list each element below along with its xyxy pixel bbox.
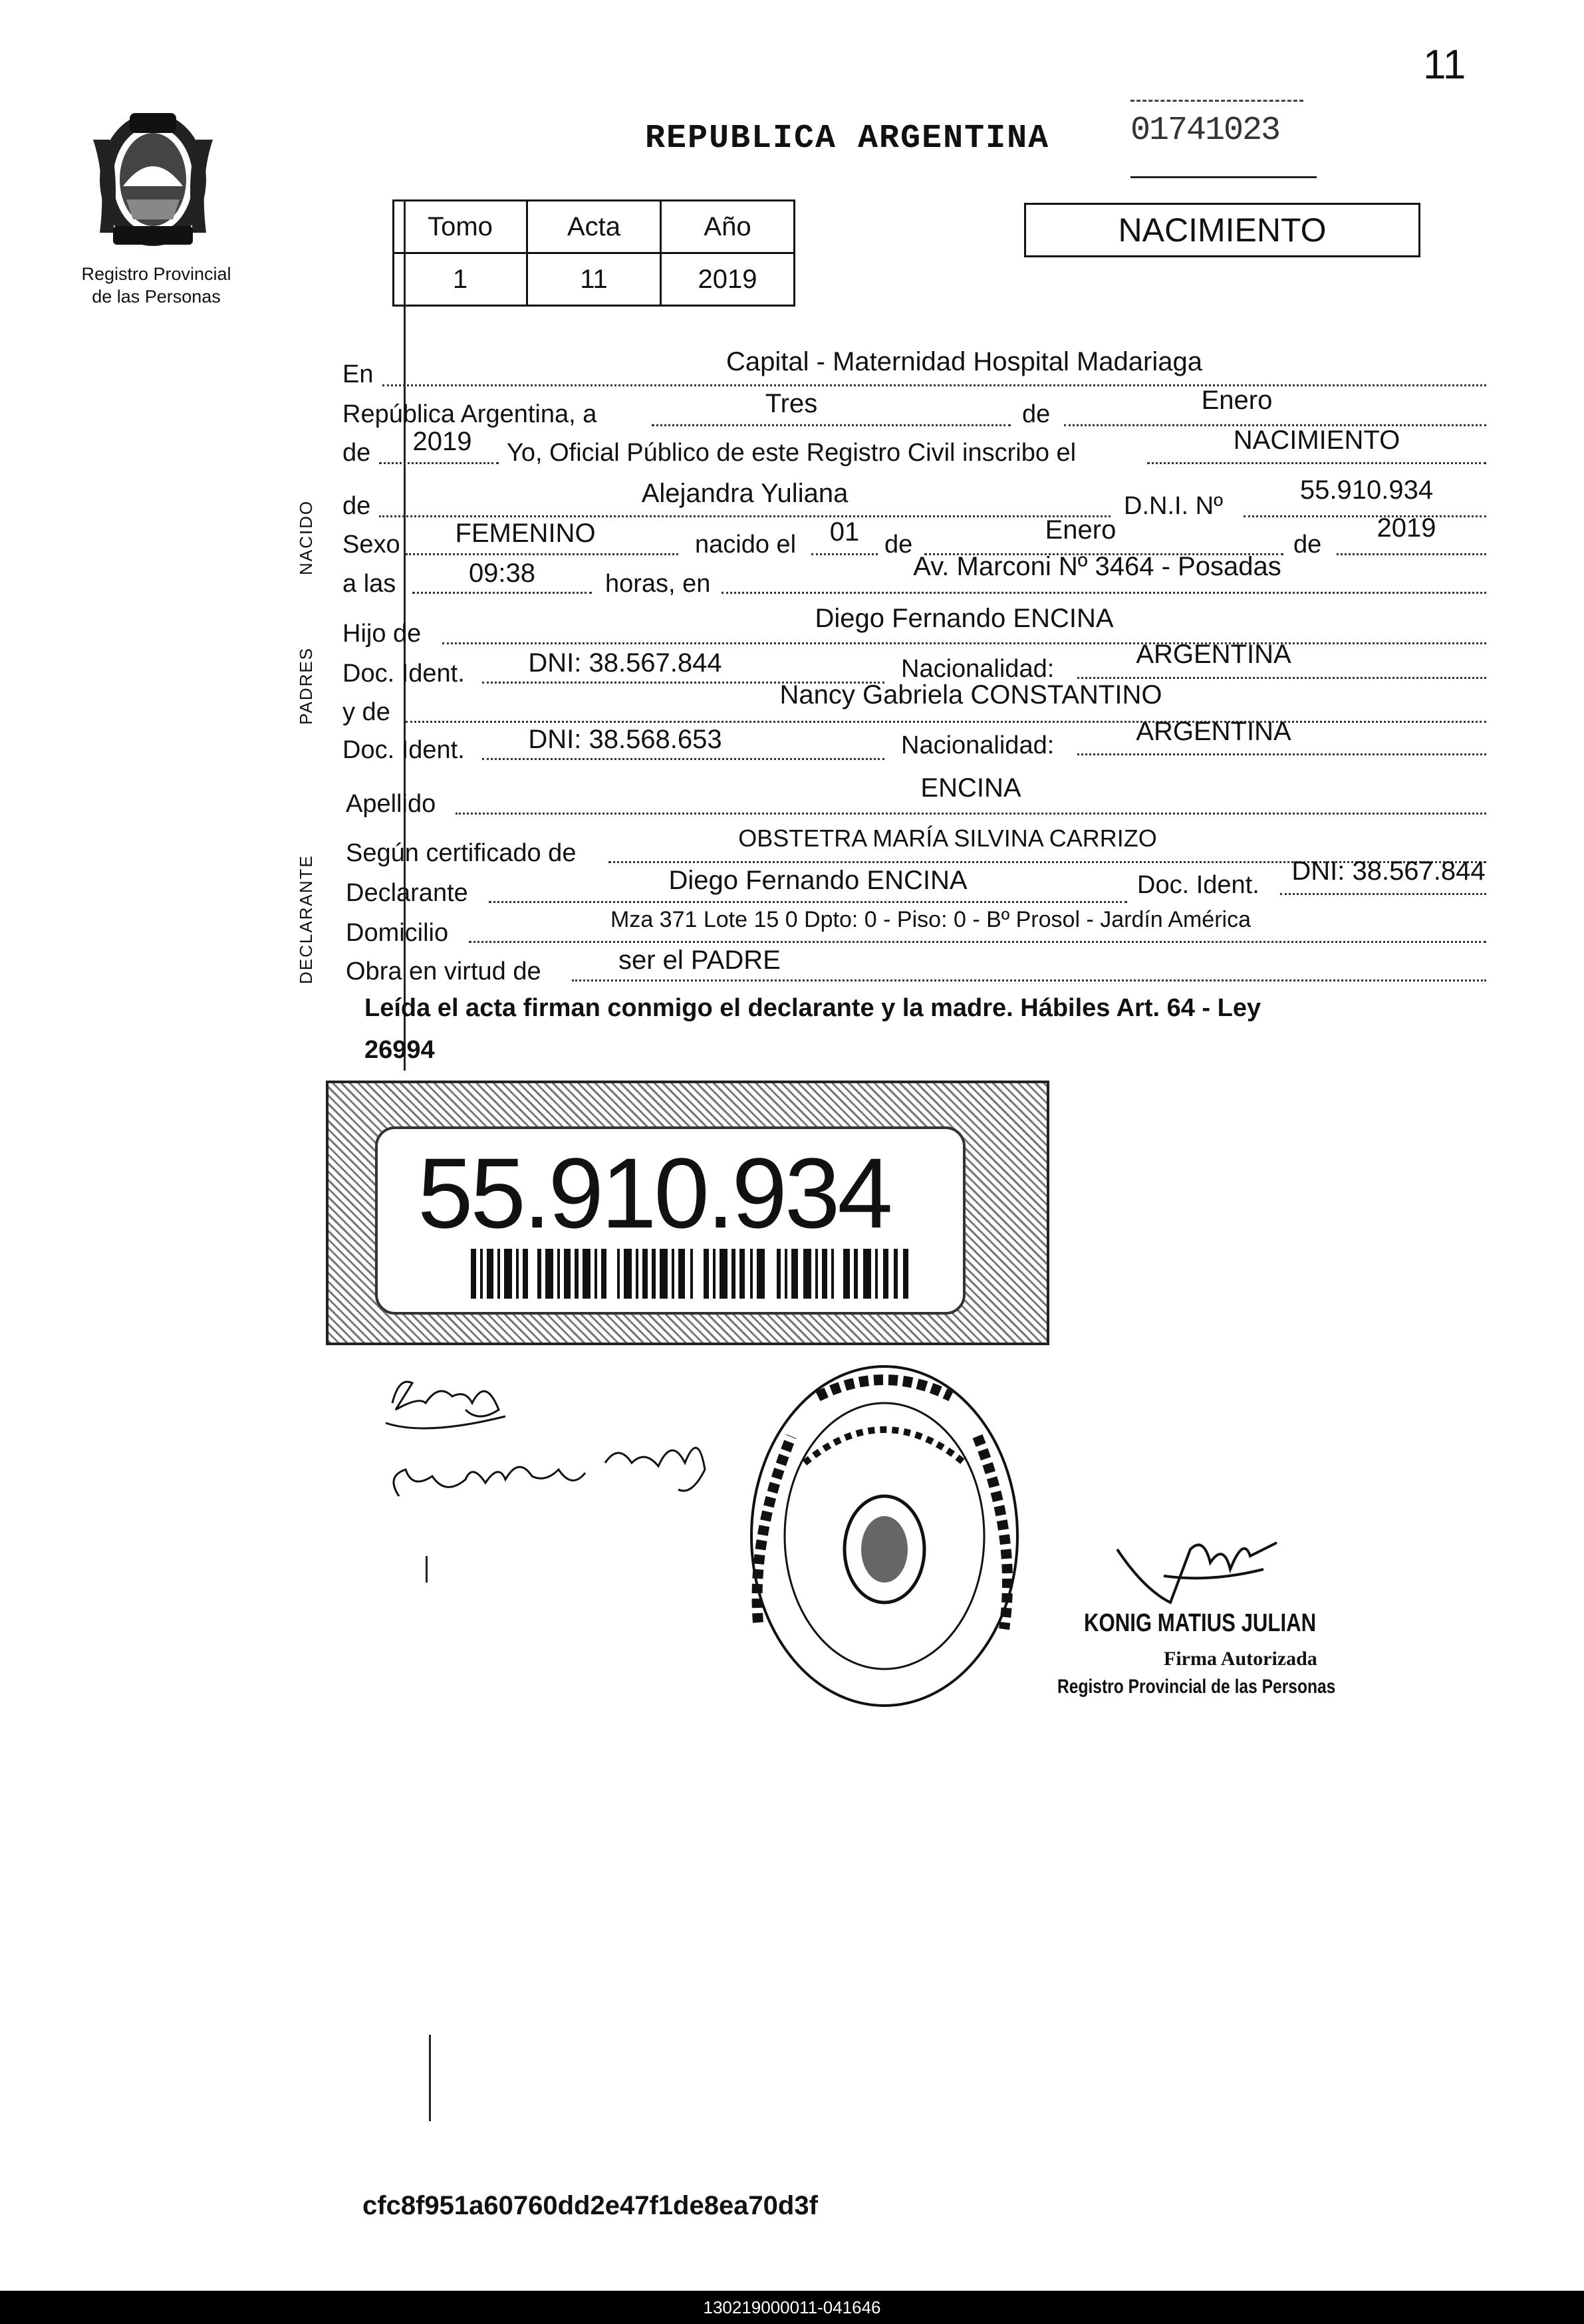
dotted-line xyxy=(469,941,1486,943)
label-de-name: de xyxy=(342,492,371,520)
domicile-value: Mza 371 Lote 15 0 Dpto: 0 - Piso: 0 - Bº Prosol - Jardín América xyxy=(610,907,1251,932)
official-role: Firma Autorizada xyxy=(1164,1648,1317,1670)
mother-doc-value: DNI: 38.568.653 xyxy=(528,725,722,754)
dotted-line xyxy=(1077,753,1486,755)
mother-nationality-value: ARGENTINA xyxy=(1136,717,1291,746)
dotted-line xyxy=(652,424,1011,426)
label-apellido: Apellido xyxy=(346,790,436,818)
month-word-value: Enero xyxy=(1201,386,1273,415)
dotted-line xyxy=(412,592,592,594)
barcode-number: 55.910.934 xyxy=(418,1137,890,1249)
declarant-doc-value: DNI: 38.567.844 xyxy=(1291,856,1486,886)
anio-value: 2019 xyxy=(661,253,795,306)
by-virtue-value: ser el PADRE xyxy=(618,946,781,975)
declarant-name-value: Diego Fernando ENCINA xyxy=(668,866,968,895)
time-value: 09:38 xyxy=(468,559,536,588)
serial-number: 01741023 xyxy=(1130,112,1280,150)
acta-header: Acta xyxy=(527,201,661,253)
page-number: 11 xyxy=(1423,42,1466,88)
label-sexo: Sexo xyxy=(342,531,400,559)
label-doc-ident-declarant: Doc. Ident. xyxy=(1137,871,1259,899)
serial-top-line xyxy=(1130,100,1303,102)
birth-year-value: 2019 xyxy=(1377,513,1436,543)
label-de-birth-year: de xyxy=(1293,531,1322,559)
section-padres: PADRES xyxy=(296,647,316,725)
official-name: KONIG MATIUS JULIAN xyxy=(1084,1609,1317,1637)
dotted-line xyxy=(489,901,1127,903)
label-doc-ident-father: Doc. Ident. xyxy=(342,660,465,688)
closing-line-2: 26994 xyxy=(364,1036,435,1064)
label-yo: Yo, Oficial Público de este Registro Civil inscribo el xyxy=(507,439,1077,467)
footer-code-bar: 130219000011-041646 xyxy=(0,2291,1584,2324)
father-doc-value: DNI: 38.567.844 xyxy=(528,648,722,678)
serial-underline xyxy=(1130,176,1317,178)
document-hash: cfc8f951a60760dd2e47f1de8ea70d3f xyxy=(362,2191,818,2220)
closing-line-1: Leída el acta firman conmigo el declarante y la madre. Hábiles Art. 64 - Ley xyxy=(364,994,1261,1022)
dotted-line xyxy=(1147,462,1486,464)
tomo-header: Tomo xyxy=(394,201,527,253)
anio-header: Año xyxy=(661,201,795,253)
label-nacido-el: nacido el xyxy=(695,531,797,559)
act-type-box: NACIMIENTO xyxy=(1024,203,1420,257)
child-name-value: Alejandra Yuliana xyxy=(641,479,849,508)
label-de-birth: de xyxy=(884,531,913,559)
label-nacionalidad-father: Nacionalidad: xyxy=(901,655,1055,683)
dotted-line xyxy=(379,462,499,464)
father-name-value: Diego Fernando ENCINA xyxy=(815,604,1114,633)
barcode-icon xyxy=(471,1249,910,1299)
tomo-value: 1 xyxy=(394,253,527,306)
label-republica: República Argentina, a xyxy=(342,400,597,428)
label-domicilio: Domicilio xyxy=(346,919,449,947)
place-value: Capital - Maternidad Hospital Madariaga xyxy=(726,347,1202,376)
dni-value: 55.910.934 xyxy=(1299,475,1434,505)
official-signature xyxy=(1064,1509,1330,1616)
certificate-value: OBSTETRA MARÍA SILVINA CARRIZO xyxy=(738,825,1157,852)
dotted-line xyxy=(456,813,1486,815)
barcode-panel xyxy=(375,1126,966,1315)
label-segun: Según certificado de xyxy=(346,839,577,867)
year-value: 2019 xyxy=(412,427,472,456)
dotted-line xyxy=(1077,677,1486,679)
dotted-line xyxy=(406,553,678,555)
dotted-line xyxy=(572,979,1486,981)
label-declarante: Declarante xyxy=(346,879,468,907)
surname-value: ENCINA xyxy=(920,773,1021,803)
father-nationality-value: ARGENTINA xyxy=(1136,640,1291,669)
label-y-de: y de xyxy=(342,698,390,726)
label-horas-en: horas, en xyxy=(605,570,711,598)
misiones-coat-of-arms-icon xyxy=(73,100,233,259)
official-stamp xyxy=(738,1356,1031,1716)
registry-line-2: de las Personas xyxy=(92,287,221,307)
label-de-year: de xyxy=(342,439,371,467)
birth-month-value: Enero xyxy=(1045,515,1117,545)
section-nacido: NACIDO xyxy=(296,499,316,575)
act-value: NACIMIENTO xyxy=(1233,426,1400,455)
birth-day-value: 01 xyxy=(829,517,860,547)
label-nacionalidad-mother: Nacionalidad: xyxy=(901,731,1055,759)
official-registry: Registro Provincial de las Personas xyxy=(1057,1676,1336,1698)
label-dni: D.N.I. Nº xyxy=(1124,492,1223,520)
dni-barcode-sticker xyxy=(326,1081,1049,1345)
registry-label xyxy=(53,263,259,308)
declarant-signatures xyxy=(372,1363,745,1536)
label-a-las: a las xyxy=(342,570,396,598)
sex-value: FEMENINO xyxy=(455,519,596,548)
document-title: REPUBLICA ARGENTINA xyxy=(645,120,1050,158)
book-reference-table xyxy=(392,199,795,307)
label-de: de xyxy=(1022,400,1051,428)
day-word-value: Tres xyxy=(765,389,818,418)
margin-mark xyxy=(426,1556,428,1583)
birth-address-value: Av. Marconi Nº 3464 - Posadas xyxy=(913,552,1281,581)
label-hijo-de: Hijo de xyxy=(342,620,422,648)
margin-mark xyxy=(429,2035,431,2121)
dotted-line xyxy=(722,592,1486,594)
label-obra: Obra en virtud de xyxy=(346,958,541,985)
dotted-line xyxy=(1280,893,1486,895)
dotted-line xyxy=(1337,553,1486,555)
label-en: En xyxy=(342,360,374,388)
acta-value: 11 xyxy=(527,253,661,306)
section-declarante: DECLARANTE xyxy=(296,854,316,984)
dotted-line xyxy=(482,758,884,760)
mother-name-value: Nancy Gabriela CONSTANTINO xyxy=(779,680,1162,710)
registry-line-1: Registro Provincial xyxy=(81,264,231,284)
label-doc-ident-mother: Doc. Ident. xyxy=(342,736,465,764)
